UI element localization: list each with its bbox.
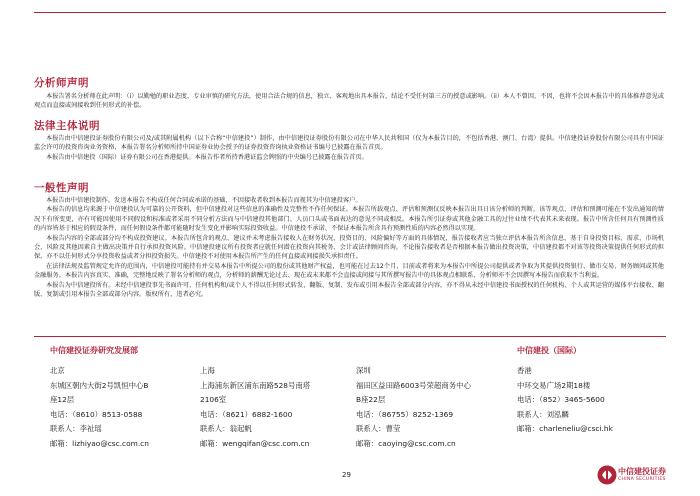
international-heading: 中信建投（国际） (517, 346, 581, 355)
office-address: 座12层 (50, 395, 75, 405)
logo-name-en: CHINA SECURITIES (618, 477, 666, 482)
office-city: 上海 (200, 366, 215, 375)
general-statement-paragraph: 本报告为中信建投所有。未经中信建投事先书面许可，任何机构和/或个人不得以任何形式转发、翻版、复制、发布或引用本报告全部或部分内容，亦不得从未经中信建投书面授权的任何机构、个人或其运营的媒体平台接收、翻版、复制或引用本报告全部或部分内容。版权所有，违者必究。 (34, 281, 664, 299)
office-contact: 联系人：曹莹 (356, 424, 401, 434)
office-address: 2106室 (200, 395, 227, 405)
office-address: 中环交易广场2期18楼 (517, 380, 591, 390)
top-rule (34, 12, 666, 13)
office-email: 邮箱：charleneliu@csci.hk (517, 424, 613, 434)
office-email: 邮箱：lizhiyao@csc.com.cn (50, 438, 149, 448)
office-phone: 电话：（8610）8513-0588 (50, 409, 143, 419)
office-beijing (50, 364, 149, 452)
general-statement-paragraph: 本报告由中信建投制作。发送本报告不构成任何合同或承诺的基础，不因接收者收到本报告而视其为中信建投客户。 (46, 197, 362, 204)
office-city: 北京 (50, 366, 65, 375)
general-statement-paragraph: 本报告内容的全部或部分均不构成投资建议。本报告所包含的观点、建议并未考虑报告接收人在财务状况、投资目的、风险偏好等方面的具体情况，报告接收者应当独立评估本报告所含信息，基于自身投资目标、需求、市场机会、风险及其他因素自主做出决策并自行承担投资风险。中信建投建议所有投资者应就任何潜在投资向其税务、会计或法律顾问咨询。不论报告接收者是否根据本报告做出投资决策，中信建投都不对该等投资决策提供任何形式的担保，亦不以任何形式分享投资收益或者分担投资损失。中信建投不对使用本报告所产生的任何直接或间接损失承担责任。 (34, 234, 664, 261)
page-number: 29 (342, 471, 351, 479)
office-shenzhen (356, 364, 471, 452)
office-email: 邮箱：wengqifan@csc.com.cn (200, 438, 310, 448)
office-email: 邮箱：caoying@csc.com.cn (356, 438, 456, 448)
office-contact: 联系人：刘泓麟 (517, 409, 569, 419)
office-phone: 电话：（8621）6882-1600 (200, 409, 293, 419)
general-statement-paragraph: 在法律法规及监管规定允许的范围内，中信建投可能持有并交易本报告中所提公司的股份或其他财产权益，也可能在过去12个月、目前或者将来为本报告中所提公司提供或者争取为其提供投资银行、做市交易、财务顾问或其他金融服务。本报告内容真实、准确，完整地反映了署名分析师的观点，分析师的薪酬无论过去、现在或未来都不会直接或间接与其所撰写报告中的具体观点相联系，分析师亦不会因撰写本报告而获取不当利益。 (34, 262, 664, 280)
general-statement-body (34, 196, 664, 299)
office-address: 福田区益田路6003号荣超商务中心 (356, 380, 471, 390)
office-address: 东城区朝内大街2号凯恒中心B (50, 380, 149, 390)
office-city: 深圳 (356, 366, 371, 375)
research-dept-heading: 中信建投证券研究发展部 (50, 346, 138, 355)
analyst-statement-body (34, 92, 664, 111)
office-city: 香港 (517, 366, 532, 375)
legal-entity-body (34, 134, 664, 162)
offices-divider (34, 336, 666, 337)
office-address: 上海浦东新区浦东南路528号南塔 (200, 380, 311, 390)
logo-name-cn: 中信建投证券 (618, 467, 666, 476)
legal-entity-paragraph: 本报告由中信建投（国际）证券有限公司在香港提供。本报告作者所持香港证监会牌照的中央编号已披露在报告首页。 (46, 153, 368, 161)
office-phone: 电话：（852）3465-5600 (517, 395, 605, 405)
analyst-statement-title: 分析师声明 (34, 77, 89, 89)
analyst-statement-paragraph: 本报告署名分析师在此声明：（i）以勤勉的职业态度、专业审慎的研究方法，使用合法合规的信息，独立、客观地出具本报告，结论不受任何第三方的授意或影响。（ii）本人不曾因，不因，也将不会因本报告中的具体推荐意见或观点而直接或间接收到任何形式的补偿。 (34, 93, 664, 110)
office-hongkong (517, 364, 613, 437)
general-statement-title: 一般性声明 (34, 182, 89, 194)
legal-entity-paragraph: 本报告由中信建投证券股份有限公司及/或其附属机构（以下合称“中信建投”）制作，由中信建投证券股份有限公司在中华人民共和国（仅为本报告目的，不包括香港、澳门、台湾）提供。中信建投证券股份有限公司具有中国证监会许可的投资咨询业务资格，本报告署名分析师所持中国证券业协会授予的证券投资咨询执业资格证书编号已披露在报告首页。 (34, 135, 664, 152)
office-contact: 联系人：李祉瑶 (50, 424, 102, 434)
office-phone: 电话：（86755）8252-1369 (356, 409, 454, 419)
legal-entity-title: 法律主体说明 (34, 120, 100, 132)
general-statement-paragraph: 本报告的信息均来源于中信建投认为可靠的公开资料，但中信建投对这些信息的准确性及完整性不作任何保证。本报告所载观点、评估和预测仅反映本报告出具日该分析师的判断，该等观点、评估和预测可能在不发出通知的情况下有所变更，亦有可能因使用不同假设和标准或者采用不同分析方法而与中信建投其他部门、人员口头或书面表达的意见不同或相反。本报告所引证券或其他金融工具的过往业绩不代表其未来表现。报告中所含任何具有预测性质的内容皆基于相应的假设条件，而任何假设条件都可能随时发生变化并影响实际投资收益。中信建投不承诺、不保证本报告所含具有预测性质的内容必然得以实现。 (34, 206, 664, 233)
office-contact: 联系人：翁起帆 (200, 424, 252, 434)
office-address: B座22层 (356, 395, 386, 405)
office-shanghai (200, 364, 310, 452)
